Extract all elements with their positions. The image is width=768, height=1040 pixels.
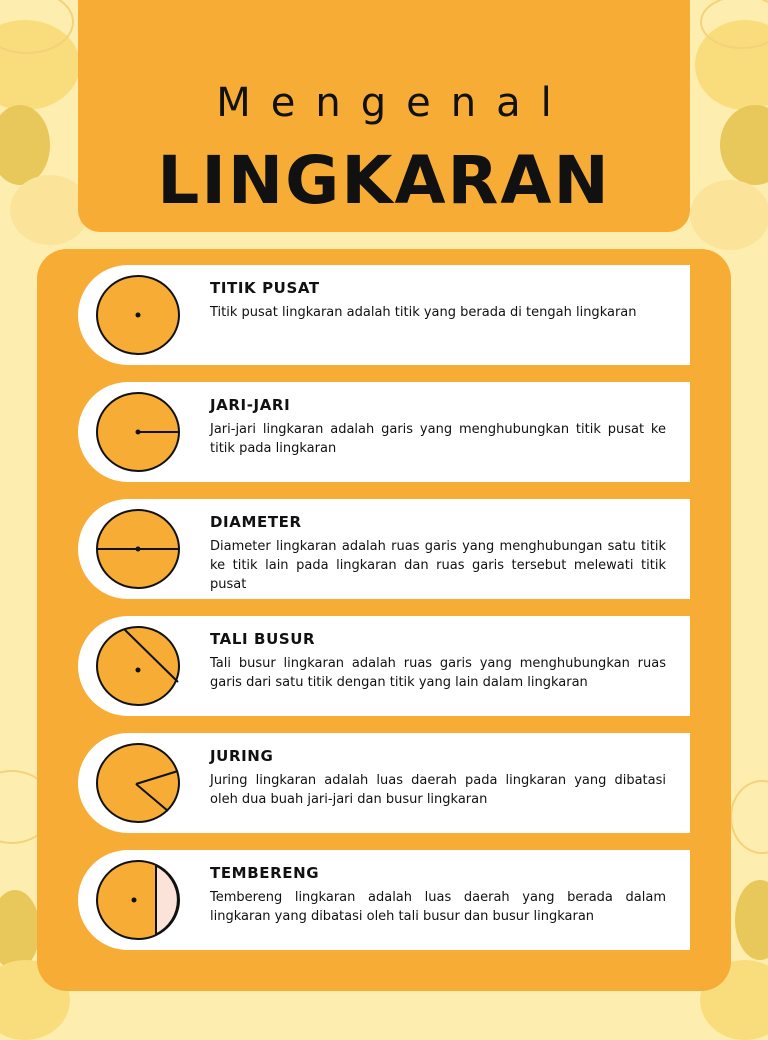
header-banner [78,0,690,232]
card-description: Jari-jari lingkaran adalah garis yang menghubungkan titik pusat ke titik pada lingkaran [210,422,666,456]
card-heading: TALI BUSUR [210,630,316,648]
card-description: Tembereng lingkaran adalah luas daerah yang berada dalam lingkaran yang dibatasi oleh tali busur dan busur lingkaran [210,890,666,924]
card-description: Diameter lingkaran adalah ruas garis yang menghubungan satu titik ke titik lain pada lingkaran dan ruas garis tersebut melewati titik pusat [210,539,666,592]
card-heading: JURING [210,747,274,765]
background-blob [690,180,768,250]
card-heading: JARI-JARI [210,396,291,414]
info-card-titik-pusat [78,265,690,365]
info-card-tali-busur [78,616,690,716]
circle-center-point-icon [94,273,182,357]
circle-sector-icon [94,741,182,825]
card-description: Titik pusat lingkaran adalah titik yang berada di tengah lingkaran [210,305,637,320]
info-card-juring [78,733,690,833]
info-card-tembereng [78,850,690,950]
card-heading: TEMBERENG [210,864,320,882]
background-blob [735,880,768,960]
card-description: Juring lingkaran adalah luas daerah pada lingkaran yang dibatasi oleh dua buah jari-jari dan busur lingkaran [210,773,666,807]
page-title: LINGKARAN [157,142,611,219]
page-subtitle: Mengenal [216,80,572,126]
card-heading: TITIK PUSAT [210,279,320,297]
background-ring [730,780,768,854]
info-card-jari-jari [78,382,690,482]
info-card-diameter [78,499,690,599]
background-blob [720,105,768,185]
circle-segment-icon [94,858,182,942]
circle-diameter-icon [94,507,182,591]
card-heading: DIAMETER [210,513,302,531]
background-blob [0,105,50,185]
card-description: Tali busur lingkaran adalah ruas garis yang menghubungkan ruas garis dari satu titik dengan titik yang lain dalam lingkaran [210,656,666,690]
circle-radius-icon [94,390,182,474]
circle-chord-icon [94,624,182,708]
background-blob [0,890,40,970]
